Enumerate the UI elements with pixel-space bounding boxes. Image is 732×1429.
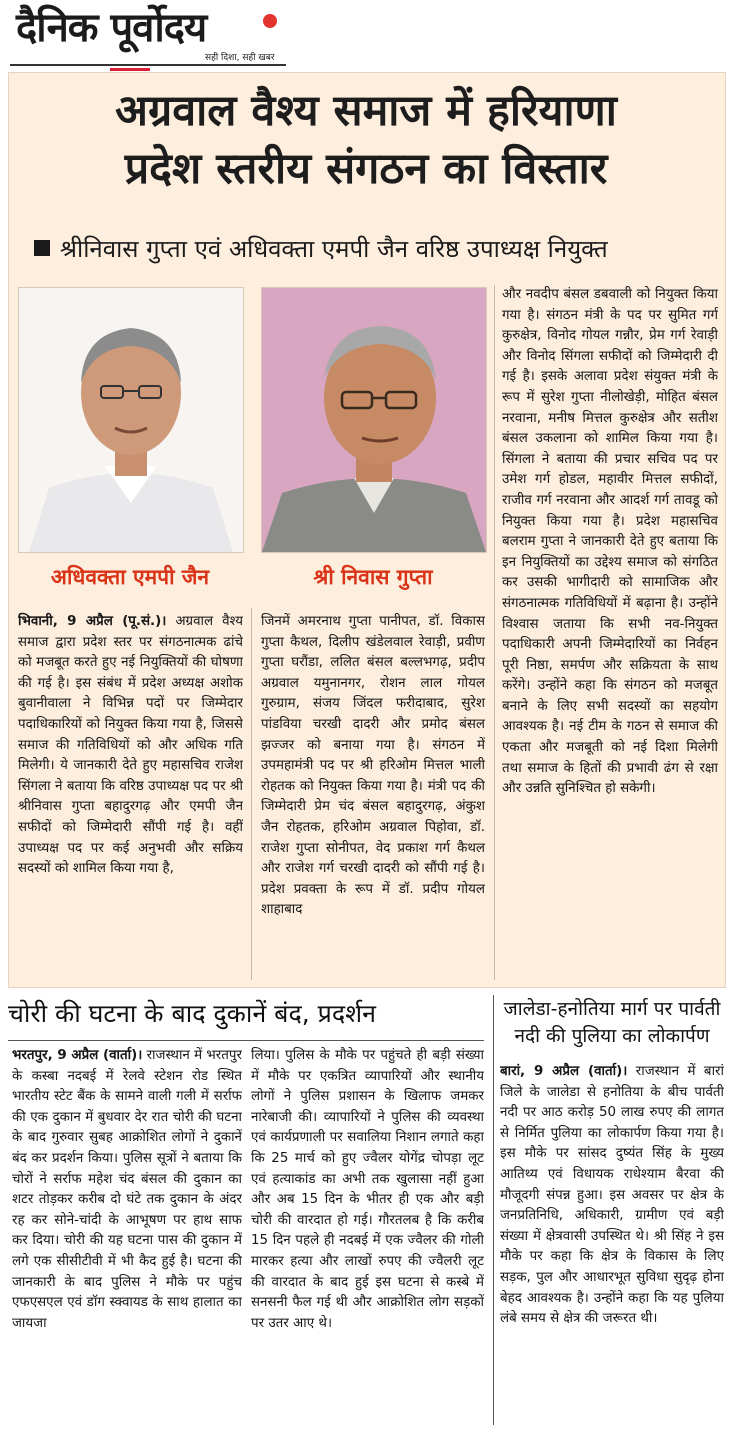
photo-srinivas-gupta: [261, 287, 487, 553]
story2-col1-text: राजस्थान में भरतपुर के कस्बा नदबई में रेलवे स्टेशन रोड स्थित भारतीय स्टेट बैंक के सामने वाली गली में सर्राफ की एक दुकान में बुधवार देर रात चोरी की घटना के बाद गुरुवार सुबह आक्रोशित लोगों ने दुकानें बंद कर प्रदर्शन किया। पुलिस सूत्रों ने बताया कि चोरों ने सर्राफ महेश चंद बंसल की दुकान का शटर तोड़कर करीब दो घंटे तक दुकान के अंदर रह कर सोने-चांदी के आभूषण पर हाथ साफ कर दिया। चोरी की यह घटना पास की दुकान में लगे एक सीसीटीवी में भी कैद हुई है। घटना की जानकारी के बाद पुलिस ने मौके पर पहुंच एफएसएल एवं डॉग स्क्वायड के साथ हालात का जायजा: [12, 1048, 242, 1331]
story3-headline: जालेडा-हनोतिया मार्ग पर पार्वती नदी की पुलिया का लोकार्पण: [503, 998, 721, 1047]
masthead-accent: [110, 68, 150, 71]
photo-caption-1: अधिवक्ता एमपी जैन: [50, 565, 210, 589]
story2-rule: [8, 1040, 484, 1041]
masthead-rule: [10, 64, 286, 66]
subhead-text: श्रीनिवास गुप्ता एवं अधिवक्ता एमपी जैन वरिष्ठ उपाध्यक्ष नियुक्त: [60, 235, 608, 263]
photo-mp-jain: [18, 287, 244, 553]
column-rule: [494, 285, 495, 980]
tagline: सही दिशा, सही खबर: [205, 53, 275, 63]
story3-rule: [493, 995, 494, 1425]
story1-col3-text: और नवदीप बंसल डबवाली को नियुक्त किया गया है। संगठन मंत्री के पद पर सुमित गर्ग कुरुक्षेत्र, विनोद गोयल गन्नौर, प्रेम गर्ग रेवाड़ी और विनोद सिंगला सफीदों को जिम्मेदारी दी गई है। इसके अलावा प्रदेश संयुक्त मंत्री के रूप में सुरेश गुप्ता नीलोखेड़ी, मोहित बंसल नरवाना, मनीष मित्तल कुरुक्षेत्र और सतीश बंसल उकलाना को शामिल किया गया है। सिंगला ने बताया की प्रचार सचिव पद पर उमेश गर्ग होडल, महावीर मित्तल सफीदों, राजीव गर्ग नरवाना और आदर्श गर्ग तावडू को नियुक्त किया गया है। प्रदेश महासचिव बलराम गुप्ता ने जानकारी देते हुए बताया कि इन नियुक्तियों का उद्देश्य समाज को संगठित कर उसकी भागीदारी को सामाजिक और संगठनात्मक गतिविधियों में बढ़ाना है। उन्होंने विश्वास जताया कि सभी नव-नियुक्त पदाधिकारी अपनी जिम्मेदारियों का निर्वहन पूरी निष्ठा, समर्पण और सक्रियता के साथ करेंगे। उन्होंने कहा कि संगठन को मजबूत बनाने के लिए सभी सदस्यों का सहयोग आवश्यक है। नई टीम के गठन से समाज की एकता और मजबूती को नई दिशा मिलेगी तथा समाज के हितों की प्रभावी ढंग से रक्षा और उन्नति सुनिश्चित हो सकेगी।: [502, 287, 718, 797]
story2-column-1: [12, 1046, 242, 1424]
main-headline: [28, 82, 704, 198]
headline-line-1: अग्रवाल वैश्य समाज में हरियाणा: [115, 86, 617, 136]
story1-column-2: [261, 612, 485, 982]
square-bullet-icon: [34, 240, 50, 256]
column-rule: [251, 608, 252, 980]
story1-col1-text: अग्रवाल वैश्य समाज द्वारा प्रदेश स्तर पर संगठनात्मक ढांचे को मजबूत करते हुए नई नियुक्तियों की घोषणा की गई है। इस संबंध में प्रदेश अध्यक्ष अशोक बुवानीवाला ने विभिन्न पदों पर जिम्मेदार पदाधिकारियों को नियुक्त किया गया है, जिससे समाज की गतिविधियों को और अधिक गति मिलेगी। ये जानकारी देते हुए महासचिव राजेश सिंगला ने बताया कि वरिष्ठ उपाध्यक्ष पद पर श्री श्रीनिवास गुप्ता बहादुरगढ़ और एमपी जैन सफीदों को जिम्मेदारी सौंपी गई है। वहीं उपाध्यक्ष पद पर कई अनुभवी और सक्रिय सदस्यों को शामिल किया गया है,: [18, 614, 243, 877]
portrait-icon: [262, 288, 486, 552]
headline-line-2: प्रदेश स्तरीय संगठन का विस्तार: [124, 144, 608, 194]
story2-column-2: [251, 1046, 484, 1424]
story2-col2-text: लिया। पुलिस के मौके पर पहुंचते ही बड़ी संख्या में मौके पर एकत्रित व्यापारियों और स्थानीय लोगों ने पुलिस प्रशासन के खिलाफ जमकर नारेबाजी की। व्यापारियों ने पुलिस की व्यवस्था एवं कार्यप्रणाली पर सवालिया निशान लगाते कहा कि 25 मार्च को हुए ज्वैलर योगेंद्र चोपड़ा लूट एवं हत्याकांड का अभी तक खुलासा नहीं हुआ और अब 15 दिन के भीतर ही एक और बड़ी चोरी की वारदात हो गई। गौरतलब है कि करीब 15 दिन पहले ही नदबई में एक ज्वैलर की गोली मारकर हत्या और लाखों रुपए की ज्वैलरी लूट की वारदात के बाद हुई इस घटना से कस्बे में सनसनी फैल गई थी और आक्रोशित लोग सड़कों पर उतर आए थे।: [251, 1048, 484, 1331]
story3-dateline: बारां, 9 अप्रैल (वार्ता)।: [500, 1064, 628, 1079]
portrait-icon: [19, 288, 243, 552]
main-subheadline: [34, 232, 714, 266]
photo-caption-2: श्री निवास गुप्ता: [313, 565, 433, 589]
story3-column: [500, 1062, 724, 1426]
story1-column-1: [18, 612, 243, 982]
story2-dateline: भरतपुर, 9 अप्रैल (वार्ता)।: [12, 1048, 143, 1063]
story1-dateline: भिवानी, 9 अप्रैल (पू.सं.)।: [18, 614, 167, 629]
logo-dot-icon: [263, 14, 277, 28]
story1-column-3: [502, 285, 718, 982]
story2-headline: चोरी की घटना के बाद दुकानें बंद, प्रदर्शन: [8, 999, 377, 1028]
newspaper-logo: दैनिक पूर्वोदय: [16, 4, 207, 51]
story3-text: राजस्थान में बारां जिले के जालेडा से हनोतिया के बीच पार्वती नदी पर आठ करोड़ 50 लाख रुपए की लागत से निर्मित पुलिया का लोकार्पण किया गया है। इस मौके पर सांसद दुष्यंत सिंह के मुख्य आतिथ्य एवं विधायक राधेश्याम बैरवा की मौजूदगी संपन्न हुआ। इस अवसर पर क्षेत्र के जनप्रतिनिधि, अधिकारी, ग्रामीण एवं बड़ी संख्या में क्षेत्रवासी उपस्थित थे। श्री सिंह ने इस मौके पर कहा कि क्षेत्र के विकास के लिए सड़क, पुल और आधारभूत सुविधा सुदृढ़ होना बेहद आवश्यक है। उन्होंने कहा कि यह पुलिया लंबे समय से क्षेत्र की जरूरत थी।: [500, 1064, 724, 1327]
story1-col2-text: जिनमें अमरनाथ गुप्ता पानीपत, डॉ. विकास गुप्ता कैथल, दिलीप खंडेलवाल रेवाड़ी, प्रवीण गुप्ता घरौंडा, ललित बंसल बल्लभगढ़, प्रदीप अग्रवाल यमुनानगर, रोशन लाल गोयल गुरुग्राम, संजय जिंदल फरीदाबाद, सुरेश पांडविया चरखी दादरी और प्रमोद बंसल झज्जर को बनाया गया है। संगठन में उपमहामंत्री पद पर श्री हरिओम मित्तल भाली रोहतक को नियुक्त किया गया है। मंत्री पद की जिम्मेदारी प्रेम चंद बंसल बहादुरगढ़, अंकुश जैन रोहतक, हरिओम अग्रवाल पिहोवा, डॉ. राजेश गुप्ता सोनीपत, वेद प्रकाश गर्ग कैथल और राजेश गर्ग चरखी दादरी को सौंपी गई है। प्रदेश प्रवक्ता के रूप में डॉ. प्रदीप गोयल शाहाबाद: [261, 614, 485, 918]
